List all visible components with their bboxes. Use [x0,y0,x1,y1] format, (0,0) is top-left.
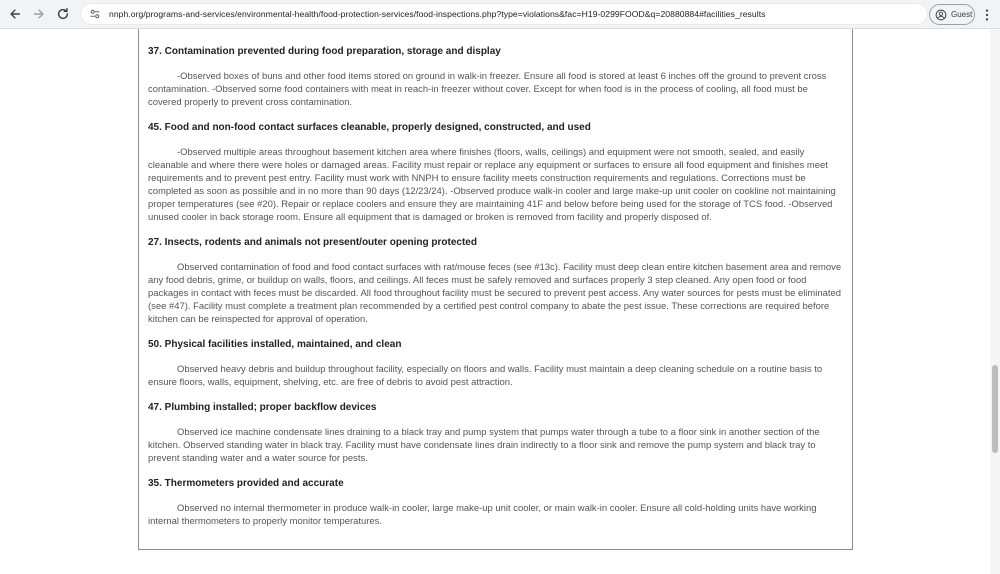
violation-title: 27. Insects, rodents and animals not present/outer opening protected [148,237,477,248]
violation-text: Observed no internal thermometer in produce walk-in cooler, large make-up unit cooler, or main walk-in cooler. Ensure all cold-holding units have working internal thermometers to properly monitor temperatures. [148,503,817,527]
violation-item [148,121,844,224]
back-arrow-icon [8,7,22,21]
forward-button[interactable] [28,3,50,25]
violation-item [148,477,844,528]
profile-button[interactable] [929,4,975,25]
violation-title: 45. Food and non-food contact surfaces cleanable, properly designed, constructed, and used [148,122,591,133]
more-vert-icon [985,8,989,22]
address-bar[interactable] [80,3,928,25]
violation-title: 50. Physical facilities installed, maintained, and clean [148,339,402,350]
violation-item [148,401,844,465]
reload-icon [56,7,70,21]
browser-toolbar [0,0,1000,29]
violation-item [148,338,844,389]
reload-button[interactable] [52,3,74,25]
violation-text: Observed heavy debris and buildup throughout facility, especially on floors and walls. Facility must maintain a deep cleaning schedule on a routine basis to ensure floors, walls, equipment, shelving, etc. are free of debris to avoid pest attraction. [148,364,823,388]
violation-title: 37. Contamination prevented during food preparation, storage and display [148,46,501,57]
violations-list [138,29,853,550]
violation-item [148,45,844,109]
page-scrollbar[interactable] [990,30,1000,574]
violation-title: 47. Plumbing installed; proper backflow devices [148,402,377,413]
violation-text: Observed contamination of food and food contact surfaces with rat/mouse feces (see #13c). Facility must deep clean entire kitchen basement area and remove any food debris, grime, or buildup on walls, floors, and ceilings. All feces must be safely removed and surfaces properly 3 step cleaned. Any open food or food packages in contact with feces must be discarded. All food throughout facility must be secured to prevent pest access. Any water sources for pests must be eliminated (see #47). Facility must complete a treatment plan recommended by a certified pest control company to abate the pest issue. These corrections are required before kitchen can be reinspected for approval of operation. [148,262,842,325]
back-button[interactable] [4,3,26,25]
violation-text: -Observed multiple areas throughout basement kitchen area where finishes (floors, walls, ceilings) and equipment were not smooth, sealed, and easily cleanable and where there were holes or damaged areas. Facility must repair or replace any equipment or surfaces to ensure all food equipment and finishes meet requirements and to prevent pest entry. Facility must work with NNPH to ensure facility meets construction requirements and regulations. Corrections must be completed as soon as possible and in no more than 90 days (12/23/24). -Observed produce walk-in cooler and large make-up unit cooler on cookline not maintaining proper temperatures (see #20). Repair or replace coolers and ensure they are maintaining 41F and below before being used for the storage of TCS food. -Observed unused cooler in back storage room. Ensure all equipment that is damaged or broken is removed from facility and properly disposed of. [148,147,836,223]
violation-text: Observed ice machine condensate lines draining to a black tray and pump system that pumps water through a tube to a floor sink in another section of the kitchen. Observed standing water in black tray. Facility must have condensate lines drain indirectly to a floor sink and remove the pump system and black tray to prevent standing water and a water source for pests. [148,427,820,464]
violation-text: -Observed boxes of buns and other food items stored on ground in walk-in freezer. Ensure all food is stored at least 6 inches off the ground to prevent cross contamination. -Observed some food containers with meat in reach-in freezer without cover. Except for when food is in the process of cooling, all food must be covered properly to prevent cross contamination. [148,71,827,108]
guest-avatar-icon [935,9,947,21]
profile-label: Guest [951,10,973,19]
site-info-icon[interactable] [89,8,101,20]
browser-menu-button[interactable] [980,6,994,24]
scrollbar-thumb[interactable] [992,365,998,453]
forward-arrow-icon [32,7,46,21]
url-text: nnph.org/programs-and-services/environmental-health/food-protection-services/food-inspections.php?type=violations&fac=H19-0299FOOD&q=20880884#facilities_results [109,9,766,19]
violation-item [148,236,844,326]
violation-title: 35. Thermometers provided and accurate [148,478,344,489]
